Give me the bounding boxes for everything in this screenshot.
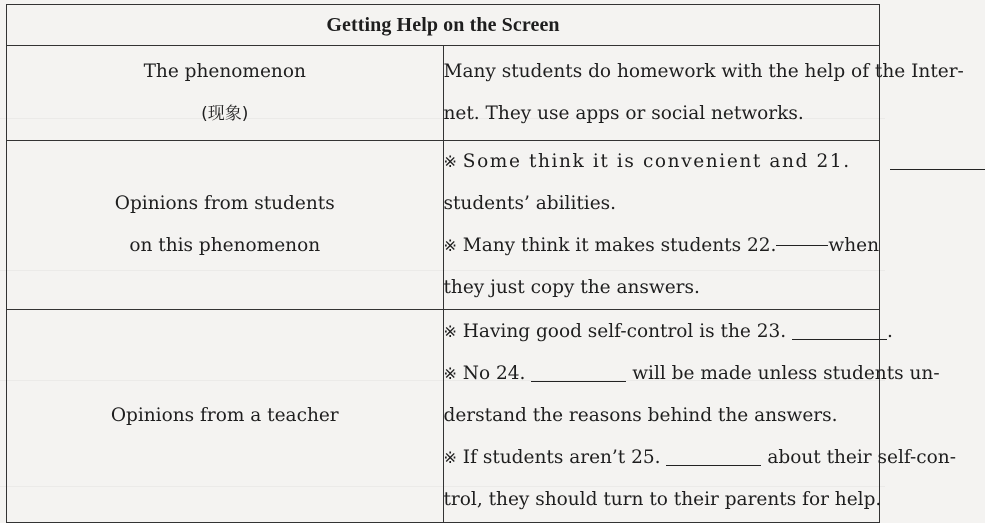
row-label — [7, 310, 444, 523]
content-line: they just copy the answers. — [443, 277, 700, 298]
document-sheet — [6, 4, 964, 512]
table-row-phenomenon — [7, 46, 880, 141]
reference-mark-icon: ※ — [443, 152, 457, 171]
answer-blank-25[interactable] — [666, 445, 761, 466]
row-content — [443, 46, 964, 141]
row-label — [7, 141, 444, 310]
label-line: Opinions from students — [114, 193, 335, 214]
reference-mark-icon: ※ — [443, 364, 457, 383]
label-line: The phenomenon — [143, 61, 306, 82]
bullet-item-21: ※ Some think it is convenient and 21. — [444, 141, 880, 183]
table-row-student-opinions — [7, 141, 880, 310]
row-label — [7, 46, 444, 141]
bullet-item-24: ※ No 24. will be made unless students un- — [443, 363, 940, 384]
answer-blank-22[interactable] — [776, 225, 828, 246]
content-line: students’ abilities. — [443, 193, 617, 214]
reference-mark-icon: ※ — [443, 448, 457, 467]
content-line: trol, they should turn to their parents for help. — [443, 489, 882, 510]
bullet-item-25: ※ If students aren’t 25. about their self-con- — [443, 447, 956, 468]
table-title: Getting Help on the Screen — [7, 5, 880, 46]
answer-blank-21[interactable] — [890, 149, 985, 170]
row-content — [443, 141, 880, 310]
content-line: Many students do homework with the help of the Inter- — [443, 61, 964, 82]
content-line: derstand the reasons behind the answers. — [443, 405, 838, 426]
row-content — [443, 310, 956, 523]
answer-blank-23[interactable] — [792, 319, 887, 340]
reference-mark-icon: ※ — [443, 322, 457, 341]
bullet-item-22: ※ Many think it makes students 22. when — [444, 225, 880, 267]
answer-blank-24[interactable] — [531, 361, 626, 382]
content-line: net. They use apps or social networks. — [443, 103, 804, 124]
label-line: Opinions from a teacher — [110, 405, 339, 426]
info-table — [6, 4, 964, 523]
bullet-item-23: ※ Having good self-control is the 23. . — [443, 321, 893, 342]
table-row-teacher-opinions — [7, 310, 880, 523]
label-line-chinese: (现象) — [201, 104, 249, 124]
label-line: on this phenomenon — [129, 235, 321, 256]
reference-mark-icon: ※ — [443, 236, 457, 255]
